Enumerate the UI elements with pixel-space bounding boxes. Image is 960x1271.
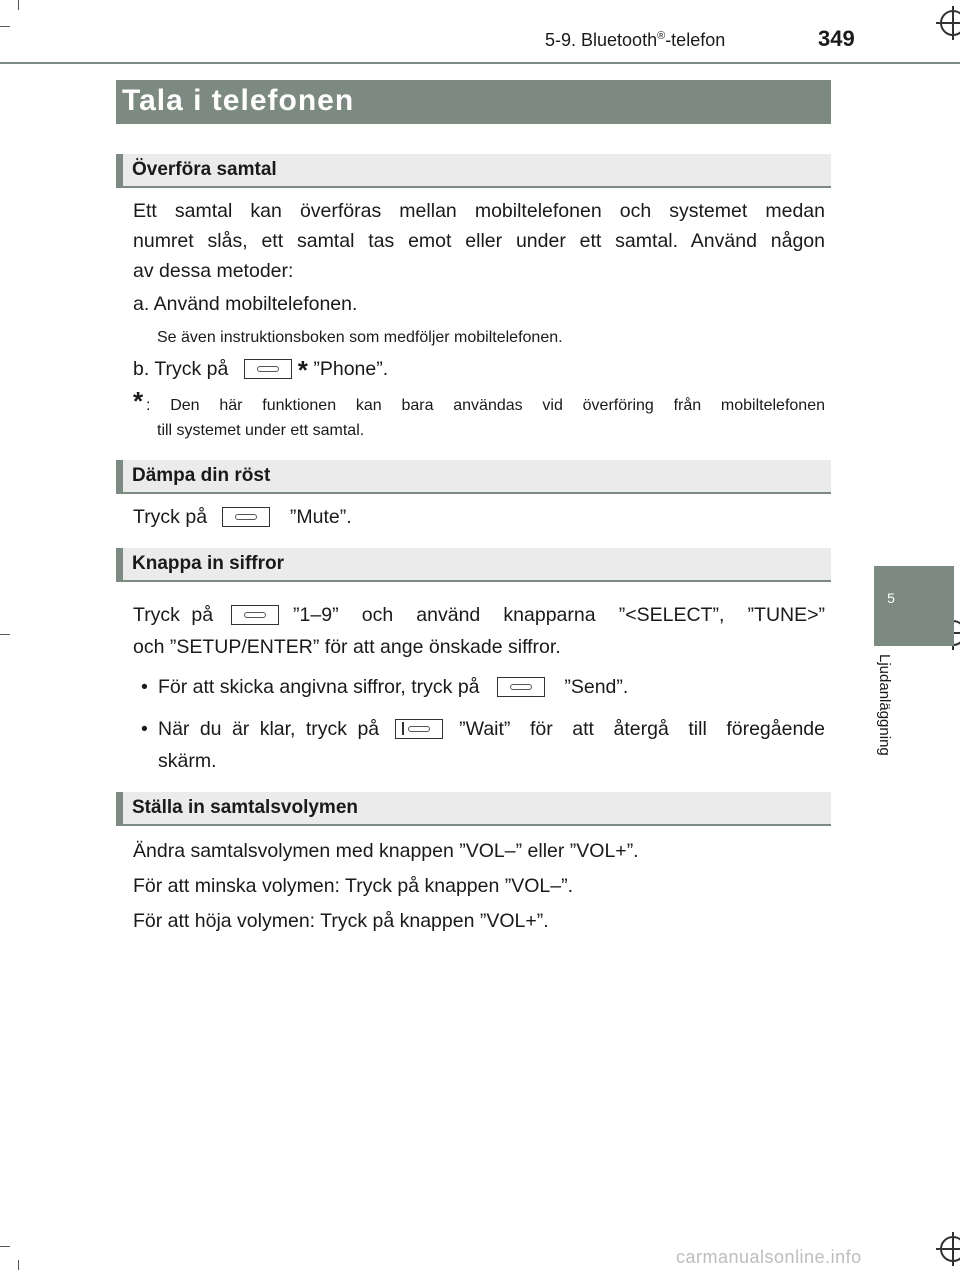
bullet-wait-line2: skärm. [158, 750, 217, 772]
bullet-char: • [141, 718, 148, 740]
section-header-mute [116, 460, 831, 494]
section-header-volume [116, 792, 831, 826]
footnote-marker: * [297, 355, 308, 385]
mute-suffix: ”Mute”. [289, 506, 352, 528]
bullet-char: • [141, 676, 148, 698]
mute-instruction [133, 502, 352, 532]
digits-prefix: Tryck på [133, 604, 214, 626]
crop-mark [0, 26, 10, 27]
transfer-intro-line: numret slås, ett samtal tas emot eller under ett samtal. Använd någon [133, 230, 825, 252]
bullet-wait [158, 714, 825, 744]
registration-mark-icon [940, 1236, 960, 1262]
footnote-marker: * [133, 386, 144, 416]
crop-mark [18, 1260, 19, 1270]
section-suffix: -telefon [665, 30, 726, 50]
transfer-intro-line: av dessa metoder: [133, 260, 294, 282]
registered-mark: ® [657, 30, 666, 42]
volume-line: Ändra samtalsvolymen med knappen ”VOL–” eller ”VOL+”. [133, 840, 639, 862]
screen-button-icon [497, 677, 545, 697]
bullet-send-suffix: ”Send”. [564, 676, 629, 698]
watermark: carmanualsonline.info [676, 1247, 862, 1267]
section-header-digits [116, 548, 831, 582]
screen-button-icon [244, 359, 292, 379]
screen-button-icon [231, 605, 279, 625]
bullet-send-prefix: För att skicka angivna siffror, tryck på [158, 676, 480, 698]
option-a: a. Använd mobiltelefonen. [133, 293, 358, 315]
bullet-send [158, 672, 628, 702]
footnote-line: till systemet under ett samtal. [157, 422, 365, 439]
section-heading: Ställa in samtalsvolymen [132, 797, 358, 818]
page-number: 349 [818, 26, 855, 51]
digits-line [133, 600, 825, 630]
screen-button-icon [222, 507, 270, 527]
volume-line: För att minska volymen: Tryck på knappen ”VOL–”. [133, 875, 574, 897]
option-b-suffix: ”Phone”. [313, 358, 389, 380]
bullet-wait-suffix: ”Wait” för att återgå till föregående [459, 718, 825, 740]
section-heading: Dämpa din röst [132, 465, 271, 486]
section-heading: Överföra samtal [132, 159, 277, 180]
header-rule [0, 62, 960, 64]
registration-mark-icon [940, 10, 960, 36]
transfer-intro-line: Ett samtal kan överföras mellan mobiltelefonen och systemet medan [133, 200, 825, 222]
digits-suffix: ”1–9” och använd knapparna ”<SELECT”, ”TUNE>” [293, 604, 825, 626]
footnote-line: : Den här funktionen kan bara användas vid överföring från mobiltelefonen [146, 397, 825, 414]
section-header-transfer [116, 154, 831, 188]
chapter-number: 5 [887, 590, 895, 606]
bullet-wait-prefix: När du är klar, tryck på [158, 718, 380, 740]
mute-prefix: Tryck på [133, 506, 208, 528]
chapter-tab [874, 566, 954, 646]
crop-mark [0, 1246, 10, 1247]
chapter-label: Ljudanläggning [876, 654, 893, 756]
option-b [133, 354, 388, 385]
section-heading: Knappa in siffror [132, 553, 285, 574]
crop-mark [18, 0, 19, 10]
section-name: 5-9. Bluetooth [545, 30, 658, 50]
screen-button-icon [395, 719, 443, 739]
running-header [545, 30, 725, 51]
crop-mark [0, 634, 10, 635]
page-title: Tala i telefonen [122, 84, 355, 117]
volume-line: För att höja volymen: Tryck på knappen ”VOL+”. [133, 910, 549, 932]
option-b-prefix: b. Tryck på [133, 358, 229, 380]
option-a-note: Se även instruktionsboken som medföljer mobiltelefonen. [157, 329, 563, 346]
digits-line: och ”SETUP/ENTER” för att ange önskade siffror. [133, 636, 561, 658]
